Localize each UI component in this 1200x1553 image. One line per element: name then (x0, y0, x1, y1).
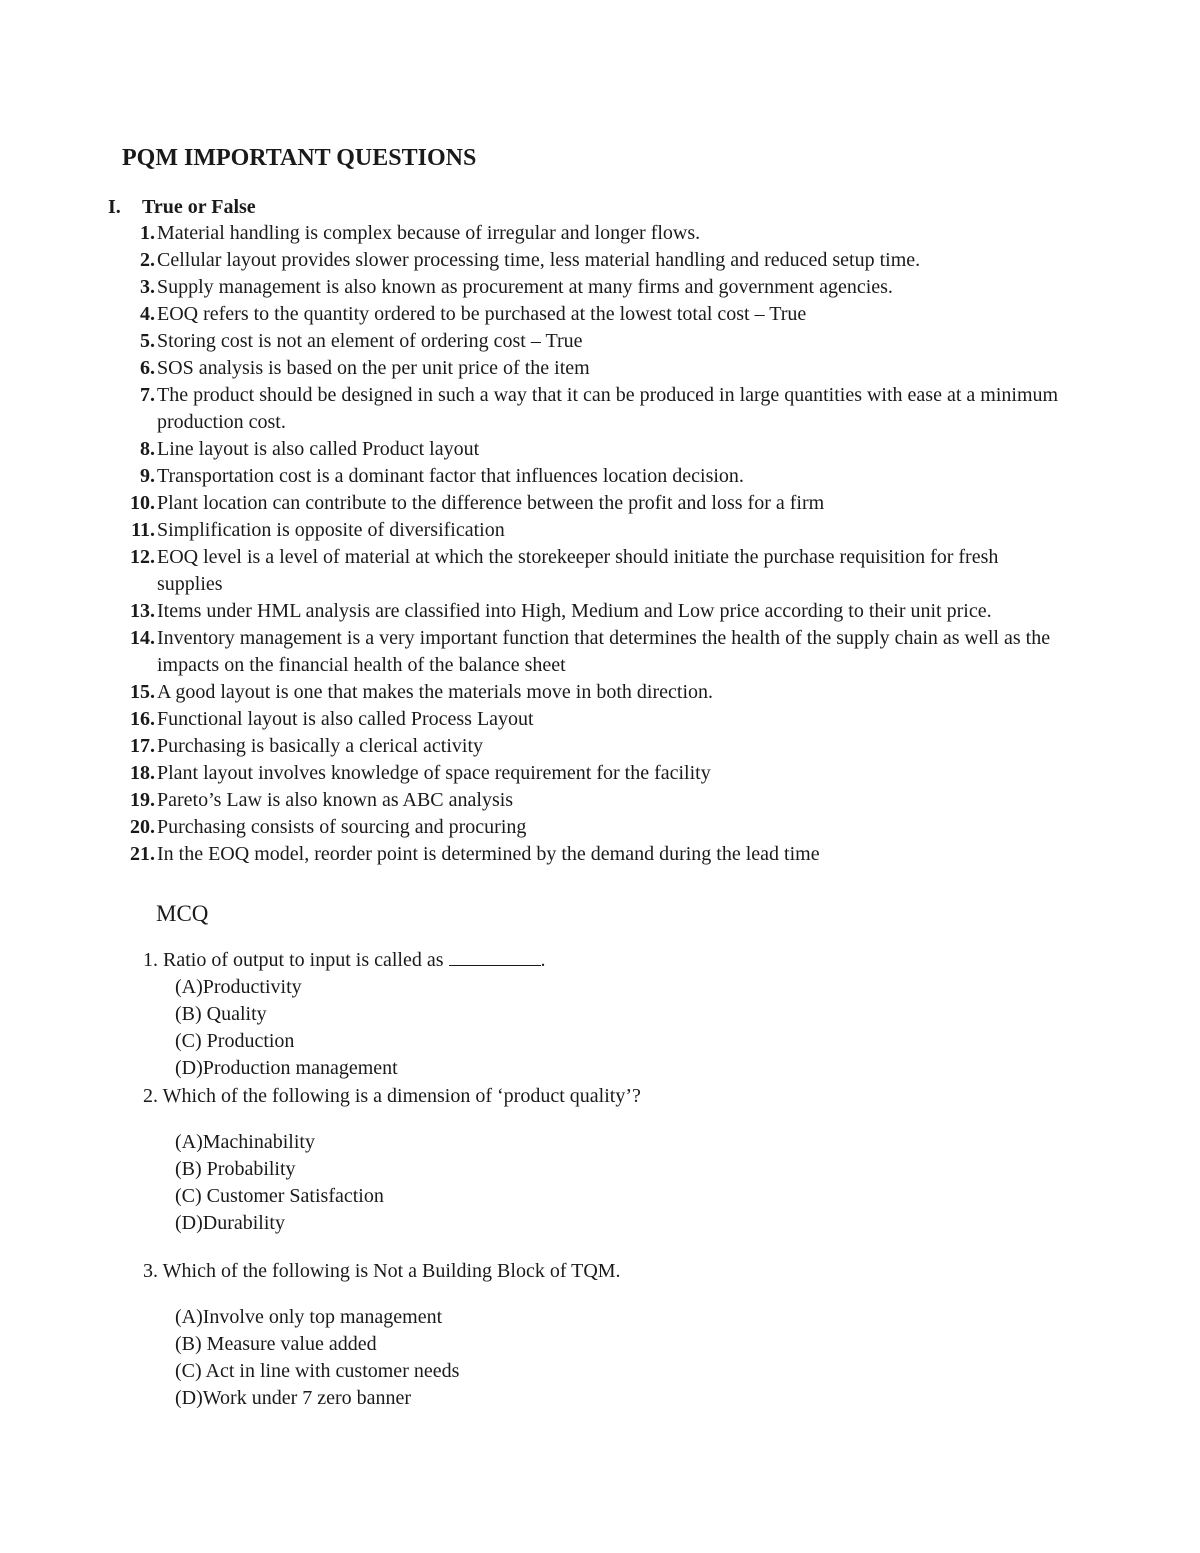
list-item (108, 328, 1068, 355)
mcq-question-3 (143, 1258, 1043, 1412)
list-item (108, 598, 1068, 625)
list-item (108, 814, 1068, 841)
mcq-option: (C) Customer Satisfaction (175, 1185, 384, 1207)
item-text: EOQ refers to the quantity ordered to be purchased at the lowest total cost – True (157, 303, 807, 325)
item-number: 7. (140, 384, 155, 406)
mcq-options (143, 1129, 1043, 1237)
mcq-option: (B) Quality (175, 1003, 267, 1025)
item-number: 11. (131, 519, 155, 541)
list-item (108, 220, 1068, 247)
list-item (108, 247, 1068, 274)
list-item (108, 301, 1068, 328)
item-text: Pareto’s Law is also known as ABC analysis (157, 789, 514, 811)
mcq-question-2 (143, 1083, 1043, 1237)
item-text: Purchasing consists of sourcing and procuring (157, 816, 527, 838)
item-number: 12. (130, 546, 155, 568)
item-number: 16. (130, 708, 155, 730)
list-item (108, 517, 1068, 544)
mcq-options (143, 974, 1043, 1082)
true-false-list (108, 220, 1068, 868)
mcq-option: (A)Productivity (175, 976, 302, 998)
list-item (108, 733, 1068, 760)
item-text: Functional layout is also called Process Layout (157, 708, 534, 730)
item-text: The product should be designed in such a way that it can be produced in large quantities with ease at a minimum production cost. (157, 384, 1059, 433)
mcq-option: (A)Involve only top management (175, 1306, 443, 1328)
item-number: 14. (130, 627, 155, 649)
section-number: I. (108, 196, 121, 218)
list-item (108, 787, 1068, 814)
item-text: Purchasing is basically a clerical activity (157, 735, 483, 757)
item-number: 17. (130, 735, 155, 757)
section-title: True or False (142, 196, 256, 218)
item-number: 20. (130, 816, 155, 838)
item-number: 1. (140, 222, 155, 244)
mcq-question-1 (143, 947, 1043, 1082)
question-suffix: . (540, 949, 546, 971)
question-text: Which of the following is a dimension of ‘product quality’? (162, 1085, 641, 1107)
mcq-option: (B) Probability (175, 1158, 296, 1180)
mcq-options (143, 1304, 1043, 1412)
item-number: 15. (130, 681, 155, 703)
answer-blank (449, 947, 541, 966)
mcq-heading: MCQ (156, 901, 209, 926)
item-text: Storing cost is not an element of ordering cost – True (157, 330, 583, 352)
item-text: Simplification is opposite of diversification (157, 519, 505, 541)
item-text: A good layout is one that makes the materials move in both direction. (157, 681, 713, 703)
mcq-option: (C) Act in line with customer needs (175, 1360, 460, 1382)
item-text: SOS analysis is based on the per unit price of the item (157, 357, 590, 379)
item-number: 18. (130, 762, 155, 784)
list-item (108, 760, 1068, 787)
list-item (108, 463, 1068, 490)
mcq-option: (D)Production management (175, 1057, 398, 1079)
page-title: PQM IMPORTANT QUESTIONS (122, 145, 477, 171)
mcq-question-line (143, 1083, 1043, 1110)
item-text: EOQ level is a level of material at which the storekeeper should initiate the purchase requisition for fresh supplies (157, 546, 999, 595)
item-text: Items under HML analysis are classified into High, Medium and Low price according to their unit price. (157, 600, 992, 622)
list-item (108, 706, 1068, 733)
list-item (108, 841, 1068, 868)
item-number: 6. (140, 357, 155, 379)
item-text: Transportation cost is a dominant factor that influences location decision. (157, 465, 744, 487)
list-item (108, 490, 1068, 517)
question-number: 2. (143, 1085, 158, 1107)
mcq-question-line (143, 947, 1043, 974)
mcq-option: (D)Work under 7 zero banner (175, 1387, 412, 1409)
item-number: 5. (140, 330, 155, 352)
question-text: Ratio of output to input is called as (163, 949, 444, 971)
list-item (108, 355, 1068, 382)
item-text: Plant location can contribute to the difference between the profit and loss for a firm (157, 492, 825, 514)
list-item (108, 274, 1068, 301)
mcq-question-line (143, 1258, 1043, 1285)
mcq-option: (B) Measure value added (175, 1333, 377, 1355)
question-number: 1. (143, 949, 158, 971)
item-number: 8. (140, 438, 155, 460)
item-number: 13. (130, 600, 155, 622)
item-number: 21. (130, 843, 155, 865)
list-item (108, 625, 1068, 679)
section-heading-true-false (108, 193, 256, 221)
item-text: Plant layout involves knowledge of space requirement for the facility (157, 762, 711, 784)
question-number: 3. (143, 1260, 158, 1282)
item-number: 9. (140, 465, 155, 487)
question-text: Which of the following is Not a Building Block of TQM. (162, 1260, 621, 1282)
list-item (108, 544, 1068, 598)
item-text: Inventory management is a very important function that determines the health of the supply chain as well as the impacts on the financial health of the balance sheet (157, 627, 1051, 676)
item-text: In the EOQ model, reorder point is determined by the demand during the lead time (157, 843, 820, 865)
item-number: 19. (130, 789, 155, 811)
item-number: 4. (140, 303, 155, 325)
item-number: 2. (140, 249, 155, 271)
item-text: Material handling is complex because of irregular and longer flows. (157, 222, 701, 244)
item-text: Line layout is also called Product layout (157, 438, 480, 460)
item-text: Supply management is also known as procurement at many firms and government agencies. (157, 276, 893, 298)
list-item (108, 436, 1068, 463)
item-number: 3. (140, 276, 155, 298)
mcq-option: (D)Durability (175, 1212, 285, 1234)
list-item (108, 382, 1068, 436)
mcq-option: (A)Machinability (175, 1131, 315, 1153)
item-number: 10. (130, 492, 155, 514)
list-item (108, 679, 1068, 706)
item-text: Cellular layout provides slower processing time, less material handling and reduced setup time. (157, 249, 921, 271)
mcq-option: (C) Production (175, 1030, 295, 1052)
